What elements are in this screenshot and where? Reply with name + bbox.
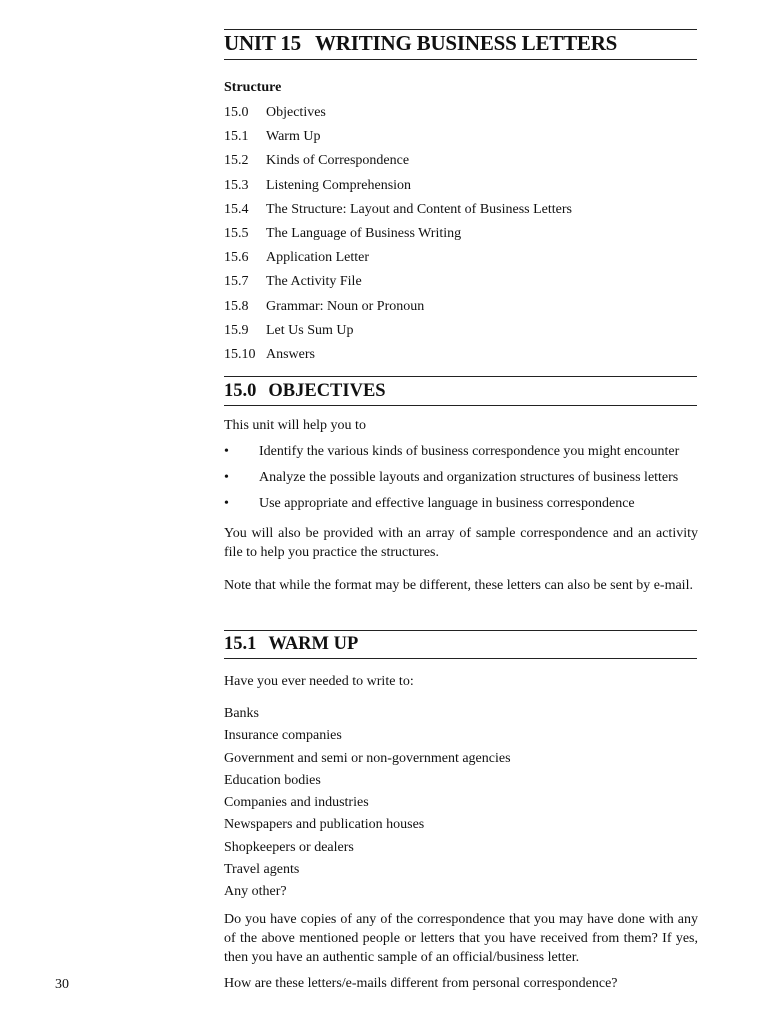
objectives-para-2: Note that while the format may be different, these letters can also be sent by e-mail. bbox=[224, 578, 693, 593]
bullet-icon: • bbox=[224, 470, 229, 485]
objective-bullet bbox=[224, 468, 704, 494]
bullet-icon: • bbox=[224, 444, 229, 459]
warmup-target-item: Travel agents bbox=[224, 862, 300, 878]
warmup-target-item: Companies and industries bbox=[224, 795, 369, 811]
warmup-target-item: Newspapers and publication houses bbox=[224, 817, 425, 833]
warmup-rule-bottom bbox=[224, 658, 697, 659]
objectives-bullets bbox=[224, 442, 704, 520]
objective-bullet-text: Use appropriate and effective language in business correspondence bbox=[259, 496, 635, 511]
toc-item-label: Objectives bbox=[266, 105, 326, 120]
table-of-contents bbox=[224, 103, 572, 369]
toc-item-number: 15.2 bbox=[224, 153, 249, 169]
toc-item-label: Warm Up bbox=[266, 129, 321, 145]
warmup-question: Have you ever needed to write to: bbox=[224, 674, 414, 689]
toc-item-number: 15.5 bbox=[224, 225, 249, 241]
toc-item bbox=[224, 127, 572, 151]
objective-bullet-text: Identify the various kinds of business correspondence you might encounter bbox=[259, 444, 680, 459]
toc-item-label: The Activity File bbox=[266, 274, 362, 290]
toc-item-label: Let Us Sum Up bbox=[266, 322, 354, 338]
toc-item-label: Kinds of Correspondence bbox=[266, 153, 410, 169]
warmup-target-item: Insurance companies bbox=[224, 728, 342, 744]
objective-bullet bbox=[224, 494, 704, 520]
toc-item-number: 15.7 bbox=[224, 274, 249, 290]
title-rule-top bbox=[224, 29, 697, 30]
toc-item bbox=[224, 176, 572, 200]
warmup-target-item: Government and semi or non-government agencies bbox=[224, 750, 511, 766]
toc-item-label: The Structure: Layout and Content of Business Letters bbox=[266, 201, 572, 217]
toc-item-label: The Language of Business Writing bbox=[266, 225, 462, 241]
objectives-intro: This unit will help you to bbox=[224, 418, 366, 433]
toc-item-label: Application Letter bbox=[266, 250, 370, 266]
toc-item bbox=[224, 321, 572, 345]
objectives-para-1: You will also be provided with an array of sample correspondence and an activity file to help you practice the structures. bbox=[224, 526, 698, 560]
toc-item bbox=[224, 200, 572, 224]
warmup-rule-top bbox=[224, 630, 697, 631]
unit-title-text: WRITING BUSINESS LETTERS bbox=[314, 31, 618, 55]
warmup-para-1: Do you have copies of any of the correspondence that you may have done with any of the above mentioned people or letters that you have received from them? If yes, then you have an authentic sample of an official/business letter. bbox=[224, 912, 698, 965]
toc-item-label: Answers bbox=[266, 346, 315, 362]
toc-item-label: Listening Comprehension bbox=[266, 177, 412, 193]
toc-item bbox=[224, 297, 572, 321]
toc-item bbox=[224, 151, 572, 175]
objectives-heading bbox=[224, 381, 386, 402]
toc-item bbox=[224, 248, 572, 272]
warmup-target-item: Shopkeepers or dealers bbox=[224, 839, 354, 855]
objectives-num: 15.0 bbox=[224, 381, 257, 401]
page-number: 30 bbox=[55, 977, 69, 992]
bullet-icon: • bbox=[224, 496, 229, 511]
toc-item-number: 15.8 bbox=[224, 298, 249, 314]
unit-title bbox=[224, 31, 617, 56]
toc-item bbox=[224, 272, 572, 296]
toc-item-number: 15.6 bbox=[224, 250, 249, 266]
warmup-para-2: How are these letters/e-mails different from personal correspondence? bbox=[224, 976, 618, 991]
toc-item-number: 15.4 bbox=[224, 201, 249, 217]
toc-item bbox=[224, 103, 572, 127]
warmup-title: WARM UP bbox=[268, 634, 359, 654]
warmup-target-item: Any other? bbox=[224, 884, 287, 900]
objectives-rule-top bbox=[224, 376, 697, 377]
toc-item-number: 15.10 bbox=[224, 346, 256, 362]
objective-bullet-text: Analyze the possible layouts and organization structures of business letters bbox=[259, 470, 679, 485]
toc-item-number: 15.3 bbox=[224, 177, 249, 193]
warmup-heading bbox=[224, 634, 358, 655]
warmup-target-item: Education bodies bbox=[224, 772, 321, 788]
warmup-targets bbox=[224, 704, 511, 905]
title-rule-bottom bbox=[224, 59, 697, 60]
objectives-title: OBJECTIVES bbox=[268, 381, 386, 401]
unit-number: UNIT 15 bbox=[224, 31, 301, 55]
warmup-num: 15.1 bbox=[224, 634, 257, 654]
toc-item bbox=[224, 345, 572, 369]
toc-item-number: 15.1 bbox=[224, 129, 249, 145]
warmup-target-item: Banks bbox=[224, 706, 259, 721]
toc-item-number: 15.0 bbox=[224, 105, 249, 120]
toc-item-number: 15.9 bbox=[224, 322, 249, 338]
objective-bullet bbox=[224, 442, 704, 468]
structure-heading: Structure bbox=[224, 80, 282, 95]
objectives-rule-bottom bbox=[224, 405, 697, 406]
toc-item-label: Grammar: Noun or Pronoun bbox=[266, 298, 425, 314]
toc-item bbox=[224, 224, 572, 248]
